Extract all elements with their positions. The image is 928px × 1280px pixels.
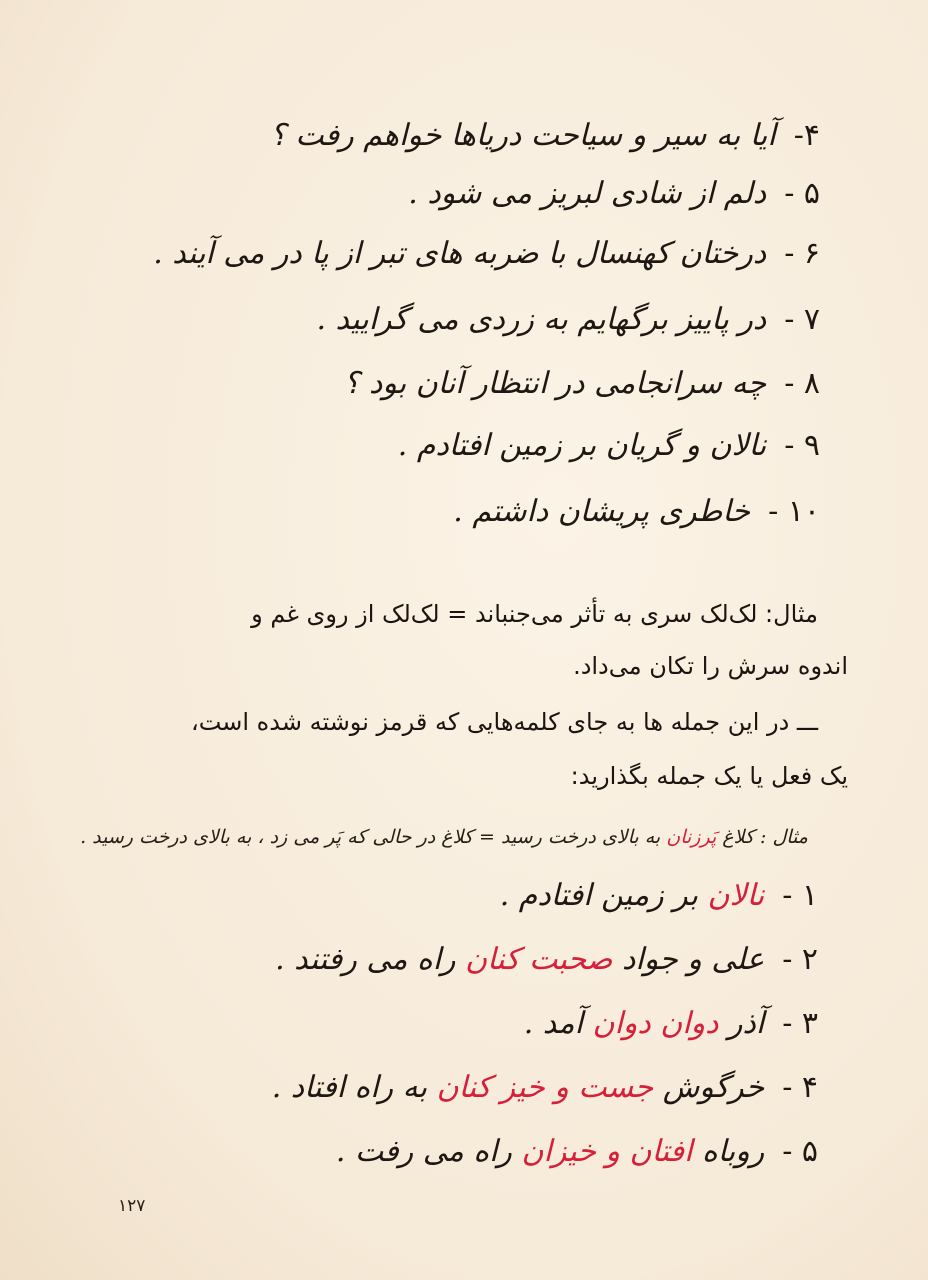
item-number: ۱ - <box>782 878 818 913</box>
exercise-a-item <box>408 176 820 211</box>
exercise-a-item <box>316 302 820 337</box>
item-post: راه می رفتند . <box>275 942 456 977</box>
item-red-word: دوان دوان <box>592 1006 719 1041</box>
exercise-b-item <box>336 1134 818 1169</box>
example-2-pre: مثال : کلاغ <box>722 826 808 848</box>
item-number: ۴ - <box>782 1070 818 1105</box>
item-number: ۹ - <box>784 428 820 463</box>
item-number: ۲ - <box>782 942 818 977</box>
instruction-line-2: یک فعل یا یک جمله بگذارید: <box>570 762 848 790</box>
example-2-red-word: پَرزنان <box>666 826 717 848</box>
item-post: آمد . <box>523 1006 583 1041</box>
item-red-word: صحبت کنان <box>465 942 613 977</box>
item-number: ۳ - <box>782 1006 818 1041</box>
item-post: به راه افتاد . <box>271 1070 428 1105</box>
instruction-line-1: ـــ در این جمله ها به جای کلمه‌هایی که قرمز نوشته شده است، <box>190 708 818 736</box>
item-post: بر زمین افتادم . <box>499 878 698 913</box>
exercise-b-item <box>275 942 818 977</box>
item-number: ۴- <box>793 118 820 153</box>
exercise-a-item <box>398 428 820 463</box>
item-text: خاطری پریشان داشتم . <box>453 494 751 529</box>
exercise-a-item <box>270 118 820 153</box>
exercise-b-item <box>272 1070 818 1105</box>
item-pre: علی و جواد <box>622 942 765 977</box>
example-line-1: مثال: لک‌لک سری به تأثر می‌جنباند = لک‌لک از روی غم و <box>251 600 818 628</box>
item-pre: خرگوش <box>662 1070 765 1105</box>
example-2-post: به بالای درخت رسید = کلاغ در حالی که پَر می زد ، به بالای درخت رسید . <box>80 826 661 848</box>
exercise-b-item <box>500 878 818 913</box>
item-text: چه سرانجامی در انتظار آنان بود ؟ <box>343 366 767 401</box>
exercise-b-item <box>524 1006 818 1041</box>
item-number: ۷ - <box>784 302 820 337</box>
exercise-a-item <box>344 366 820 401</box>
item-post: راه می رفت . <box>335 1134 512 1169</box>
item-text: درختان کهنسال با ضربه های تبر از پا در می آیند . <box>153 236 767 271</box>
item-pre: روباه <box>702 1134 765 1169</box>
item-number: ۵ - <box>782 1134 818 1169</box>
item-text: در پاییز برگهایم به زردی می گرایید . <box>316 302 767 337</box>
item-text: نالان و گریان بر زمین افتادم . <box>397 428 767 463</box>
exercise-a-item <box>453 494 820 529</box>
example-line-2: اندوه سرش را تکان می‌داد. <box>573 652 848 680</box>
item-text: آیا به سیر و سیاحت دریاها خواهم رفت ؟ <box>269 118 776 153</box>
item-number: ۸ - <box>784 366 820 401</box>
item-red-word: افتان و خیزان <box>521 1134 693 1169</box>
item-red-word: نالان <box>707 878 765 913</box>
page-number: ۱۲۷ <box>118 1196 146 1216</box>
item-number: ۶ - <box>784 236 820 271</box>
item-number: ۱۰ - <box>768 494 820 529</box>
item-text: دلم از شادی لبریز می شود . <box>408 176 767 211</box>
exercise-a-item <box>153 236 820 271</box>
example-2 <box>80 826 808 848</box>
item-pre: آذر <box>728 1006 765 1041</box>
item-red-word: جست و خیز کنان <box>436 1070 654 1105</box>
item-number: ۵ - <box>784 176 820 211</box>
